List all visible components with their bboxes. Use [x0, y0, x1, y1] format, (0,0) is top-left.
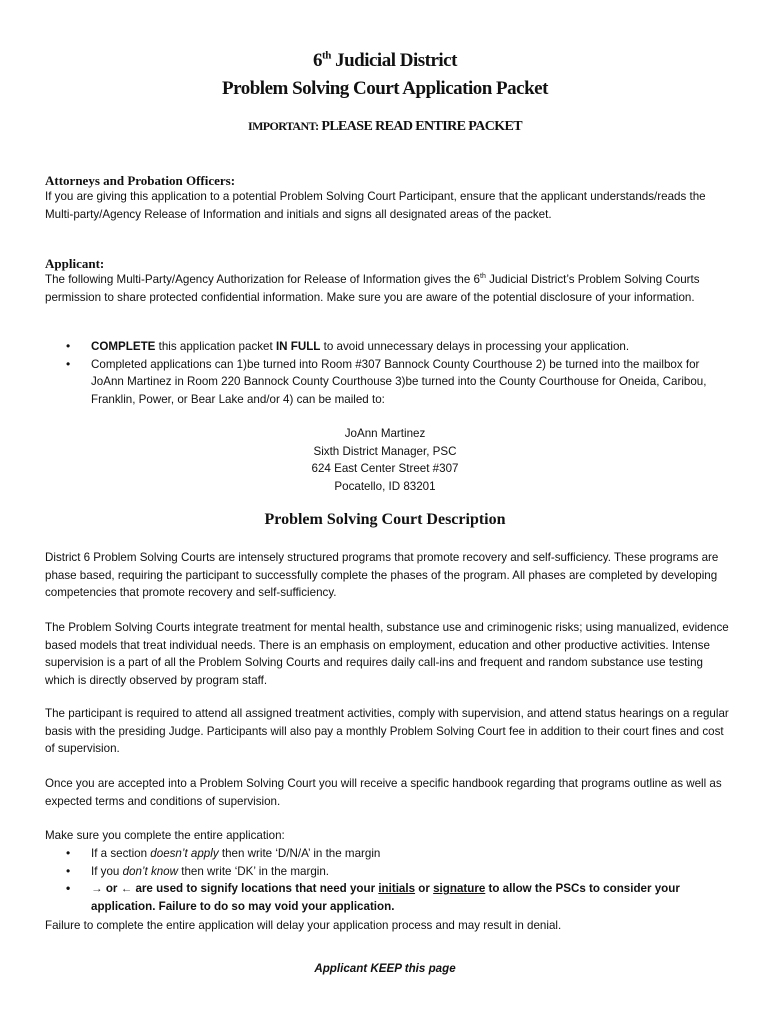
address-title: Sixth District Manager, PSC	[313, 444, 457, 458]
description-paragraph-1: District 6 Problem Solving Courts are intensely structured programs that promote recovery and self-sufficiency. These programs are phase based, requiring the participant to successfully complete the phases of the program. All phases are completed by developing competencies that promote recovery and self-sufficiency.	[45, 551, 719, 599]
title-district: Judicial District	[330, 50, 457, 71]
mailing-address	[0, 425, 770, 495]
instructions-list	[45, 338, 725, 408]
bullet-icon: •	[66, 356, 71, 371]
bullet-icon: •	[66, 881, 71, 895]
closing-statement: Failure to complete the entire application will delay your application process and may result in denial.	[45, 919, 562, 932]
list-item: • COMPLETE this application packet IN FULL to avoid unnecessary delays in processing your application.	[45, 338, 725, 356]
bullet-icon: •	[66, 846, 71, 860]
completion-list	[45, 845, 725, 915]
list-item: • If a section doesn’t apply then write ‘D/N/A’ in the margin	[45, 845, 725, 863]
important-label: IMPORTANT:	[248, 119, 319, 133]
applicant-text: The following Multi-Party/Agency Authorization for Release of Information gives the 6th Judicial District’s Problem Solving Courts permission to share protected confidential information. Make sure you are aware of the potential disclosure of your information.	[45, 273, 700, 304]
arrow-left-icon: ←	[120, 882, 133, 895]
applicant-heading: Applicant:	[45, 256, 105, 271]
description-paragraph-4: Once you are accepted into a Problem Solving Court you will receive a specific handbook regarding that programs outline as well as expected terms and conditions of supervision.	[45, 777, 722, 808]
important-notice	[0, 118, 770, 136]
arrow-right-icon: →	[91, 882, 103, 895]
page-footer: Applicant KEEP this page	[314, 962, 456, 975]
address-city: Pocatello, ID 83201	[334, 479, 436, 493]
bullet-icon: •	[66, 339, 71, 353]
list-item: • → or ← are used to signify locations that need your initials or signature to allow the PSCs to consider your application. Failure to do so may void your application.	[66, 881, 680, 913]
attorneys-heading: Attorneys and Probation Officers:	[45, 173, 236, 188]
description-paragraph-2: The Problem Solving Courts integrate treatment for mental health, substance use and criminogenic risks; using manualized, evidence based models that treat individual needs. There is an emphasis on employment, education and other productive activities. Intense supervision is a part of all the Problem Solving Courts and requires daily call-ins and frequent and random substance use testing which is directly observed by program staff.	[45, 621, 729, 687]
title-superscript: th	[322, 49, 331, 62]
description-title: Problem Solving Court Description	[264, 511, 506, 528]
bullet-icon: •	[66, 863, 71, 878]
address-street: 624 East Center Street #307	[311, 462, 459, 475]
list-item: • If you don’t know then write ‘DK’ in the margin.	[45, 863, 725, 881]
attorneys-text: If you are giving this application to a potential Problem Solving Court Participant, ensure that the applicant understands/reads the Multi-party/Agency Release of Information and initials and signs all designated areas of the packet.	[45, 190, 706, 221]
list-item: • Completed applications can 1)be turned into Room #307 Bannock County Courthouse 2) be turned into the mailbox for JoAnn Martinez in Room 220 Bannock County Courthouse 3)be turned into the County Courthouse for Oneida, Caribou, Franklin, Power, or Bear Lake and/or 4) can be mailed to:	[66, 356, 707, 406]
title-line-2: Problem Solving Court Application Packet	[222, 78, 548, 99]
description-paragraph-3: The participant is required to attend all assigned treatment activities, comply with supervision, and attend status hearings on a regular basis with the presiding Judge. Participants will also pay a monthly Problem Solving Court fee in addition to their court fines and cost of supervision.	[45, 707, 729, 755]
important-text: PLEASE READ ENTIRE PACKET	[318, 119, 522, 134]
title-line-1	[0, 48, 770, 74]
title-number: 6	[313, 50, 323, 71]
description-paragraph-5: Make sure you complete the entire application:	[45, 829, 285, 842]
address-name: JoAnn Martinez	[344, 427, 426, 440]
